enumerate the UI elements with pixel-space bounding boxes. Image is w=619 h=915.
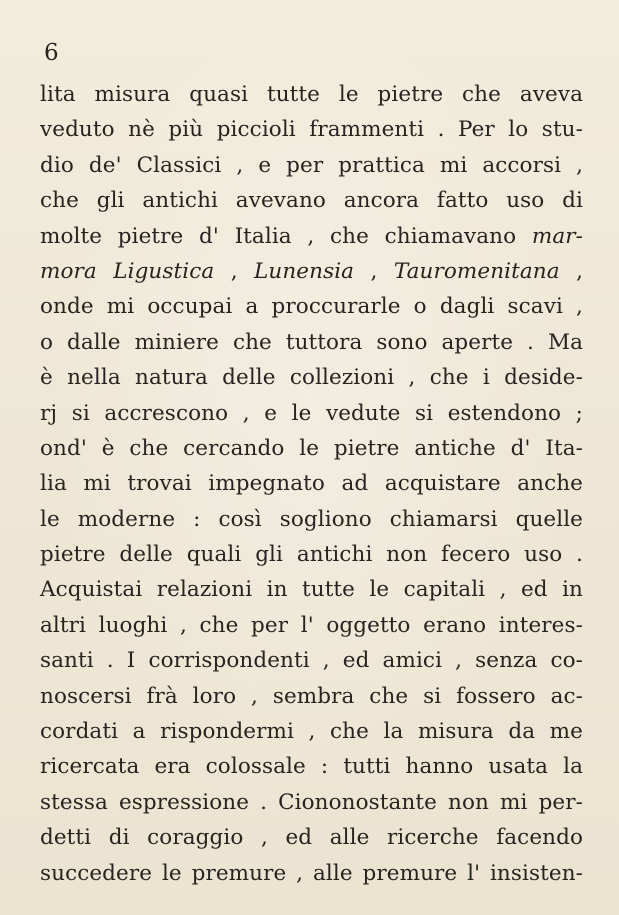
- text-line-4: che gli antichi avevano ancora fatto uso di: [40, 188, 583, 214]
- text-line-13: le moderne : così sogliono chiamarsi quelle: [40, 506, 583, 532]
- text-line-3: dio de' Classici , e per prattica mi accorsi ,: [40, 152, 583, 178]
- text-line-12: lia mi trovai impegnato ad acquistare anche: [40, 471, 583, 497]
- text-line-21: stessa espressione . Ciononostante non mi per-: [40, 789, 583, 815]
- text-line-11: ond' è che cercando le pietre antiche d' Ita-: [40, 435, 583, 461]
- text-line-16: altri luoghi , che per l' oggetto erano interes-: [40, 612, 583, 638]
- text-line-18: noscersi frà loro , sembra che si fossero ac-: [40, 683, 583, 709]
- text-line-10: rj si accrescono , e le vedute si estendono ;: [40, 400, 583, 426]
- text-line-23: succedere le premure , alle premure l' insisten-: [40, 860, 583, 886]
- text-line-14: pietre delle quali gli antichi non fecero uso .: [40, 542, 583, 568]
- italic-word-marmora-start: mar-: [531, 223, 583, 249]
- text-line-7: onde mi occupai a proccurarle o dagli scavi ,: [40, 294, 583, 320]
- text-line-15: Acquistai relazioni in tutte le capitali , ed in: [40, 577, 583, 603]
- italic-term-tauromenitana: Tauromenitana: [393, 258, 560, 284]
- separator-1: ,: [214, 258, 255, 284]
- italic-term-lunensia: Lunensia: [254, 258, 355, 284]
- italic-term-ligustica: mora Ligustica: [40, 258, 215, 284]
- text-line-5-roman: molte pietre d' Italia , che chiamavano: [40, 223, 532, 249]
- text-line-5: [40, 219, 583, 254]
- text-line-17: santi . I corrispondenti , ed amici , senza co-: [40, 648, 583, 674]
- line-6-end: ,: [559, 258, 583, 284]
- text-line-2: veduto nè più piccioli frammenti . Per lo stu-: [40, 117, 583, 143]
- text-line-22: detti di coraggio , ed alle ricerche facendo: [40, 825, 583, 851]
- text-line-1: lita misura quasi tutte le pietre che aveva: [40, 82, 583, 107]
- text-line-19: cordati a rispondermi , che la misura da me: [40, 719, 583, 745]
- text-line-20: ricercata era colossale : tutti hanno usata la: [40, 754, 583, 780]
- text-line-8: o dalle miniere che tuttora sono aperte . Ma: [40, 329, 583, 355]
- separator-2: ,: [354, 258, 394, 284]
- body-text: [40, 77, 583, 891]
- page-number: 6: [44, 40, 59, 66]
- text-line-9: è nella natura delle collezioni , che i deside-: [40, 365, 583, 391]
- text-line-6: [40, 254, 583, 289]
